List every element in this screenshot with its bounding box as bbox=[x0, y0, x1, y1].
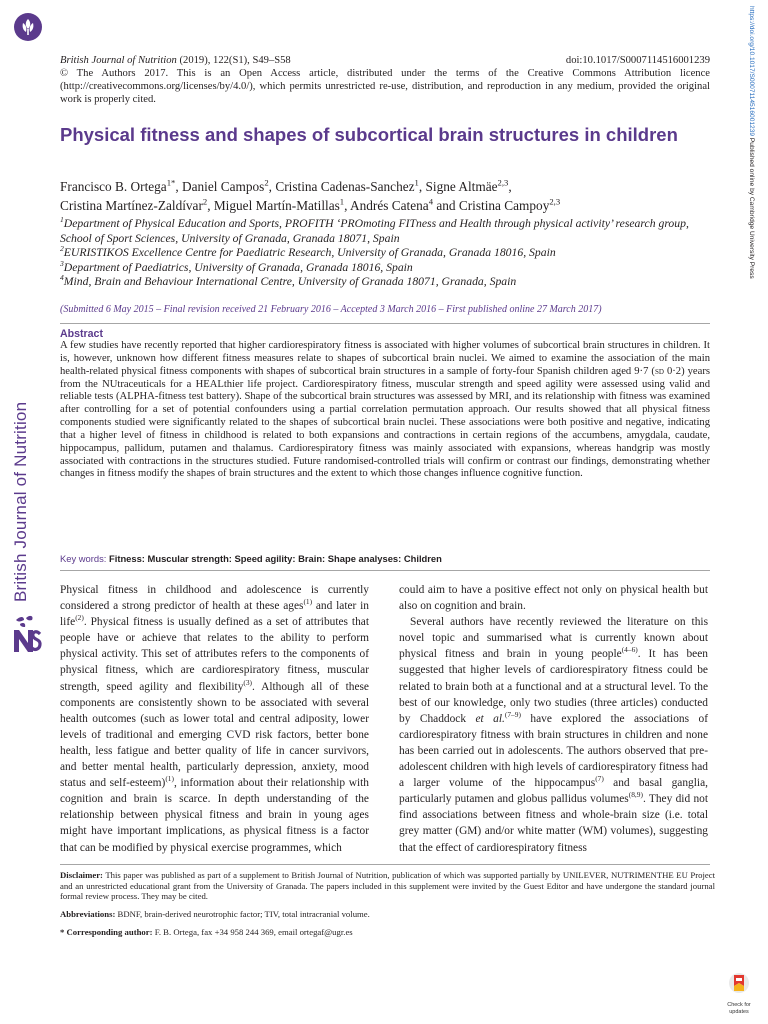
affiliation bbox=[60, 258, 720, 276]
citation-ref: (1) bbox=[303, 597, 313, 607]
badge-line-2: updates bbox=[729, 1009, 749, 1015]
divider bbox=[60, 570, 710, 571]
divider bbox=[60, 323, 710, 324]
author: Daniel Campos bbox=[182, 179, 265, 194]
cite-details: (2019), 122(S1), S49–S58 bbox=[176, 55, 291, 66]
body-paragraph: could aim to have a positive effect not only on physical health but also on cognition and brain. bbox=[399, 584, 708, 613]
side-doi-link[interactable]: https://doi.org/10.1017/S0007114516001239 bbox=[748, 6, 755, 137]
author-affil-mark: 2 bbox=[264, 177, 269, 188]
et-al: et al. bbox=[475, 712, 505, 725]
body-column-right bbox=[399, 582, 708, 856]
side-doi-note bbox=[748, 6, 755, 279]
sd-abbrev: sd bbox=[654, 365, 664, 377]
crossmark-icon bbox=[728, 972, 750, 996]
article-title: Physical fitness and shapes of subcortical brain structures in children bbox=[60, 124, 678, 145]
check-for-updates-badge[interactable] bbox=[718, 972, 760, 1016]
affiliation-number: 1 bbox=[60, 215, 64, 225]
side-journal-title: British Journal of Nutrition bbox=[11, 401, 30, 602]
side-doi-rest: Published online by Cambridge University Press bbox=[748, 136, 755, 279]
citation-ref: (1) bbox=[165, 774, 174, 784]
body-text: Several authors have recently reviewed the literature on this novel topic and summarised what is currently known about physical fitness and brain in young people bbox=[399, 616, 708, 661]
body-text: and basal ganglia, particularly putamen and globus pallidus volumes bbox=[399, 777, 708, 806]
body-text: . Although all of these components are consistently shown to be associated with several health outcomes (such as lower total and central adiposity, lower levels of traditional and emerging CVD risk factors, better bone health, less fatigue and better quality of life in cancer survivors, and better mental health, particularly depression, anxiety, mood status and self-esteem) bbox=[60, 680, 369, 790]
author-affil-mark: 1 bbox=[339, 196, 345, 207]
footnote-text: F. B. Ortega, fax +34 958 244 369, email ortegaf@ugr.es bbox=[152, 927, 353, 937]
keywords-value: Fitness: Muscular strength: Speed agility: Brain: Shape analyses: Children bbox=[108, 553, 442, 564]
body-paragraph bbox=[60, 582, 369, 856]
body-text: have explored the associations of cardiorespiratory fitness with brain structures in children and none has been carried out in adolescents. The authors observed that pre-adolescent children with high levels of cardiorespiratory fitness had a larger volume of the hippocampus bbox=[399, 712, 708, 790]
author: Andrés Catena bbox=[350, 197, 429, 213]
author-affil-mark: 2,3 bbox=[549, 196, 561, 207]
badge-line-1: Check for bbox=[727, 1002, 751, 1008]
abstract-part: 0·2) years from the NUtraceuticals for a HEALthier life project. Cardiorespiratory fitness, muscular strength and speed agility were assessed using valid and reliable tests (ALPHA-fitness test battery). Shape of the subcortical brain structures was assessed by MRI, and its relationship with fitness was examined after controlling for a set of potential confounders using a partial correlation permutation approach. Our results showed that all physical fitness components studied were significantly related to the shapes of subcortical brain nuclei. These associations were both positive and negative, indicating that a higher level of fitness in childhood is related to both expansions and contractions in certain regions of the accumbens, amygdala, caudate, hippocampus, pallidum, putamen and thalamus. Cardiorespiratory fitness was mainly associated with expansions, whereas handgrip was mostly associated with contractions in the structures studied. Future randomised-controlled trials will confirm or contrast our findings, demonstrating whether changes in fitness modify the shapes of brain structures and the extent to which those changes influence cognitive function. bbox=[60, 365, 710, 480]
doi-text: doi:10.1017/S0007114516001239 bbox=[565, 55, 710, 66]
author-list: Francisco B. Ortega$^{1*}$, Daniel Campos$^2$, Cristina Cadenas-Sanchez$^1$, Signe Altmäe$^{2,3}$, Cristina Martínez-Zaldívar$^2$, Miguel Martín-Matillas$^1$, Andrés Catena$^4$ and Cristina Campoy$^{2,3}$ bbox=[60, 177, 561, 213]
body-paragraph bbox=[399, 614, 708, 855]
author-affil-mark: 4 bbox=[428, 196, 433, 207]
author-affil-mark: 2,3 bbox=[497, 177, 509, 188]
keywords-label: Key words: bbox=[60, 553, 107, 564]
footnote-text: This paper was published as part of a supplement to British Journal of Nutrition, publication of which was supported partially by UNILEVER, NUTRIMENTHE EU Project and an unrestricted educational grant from the University of Granada. The papers included in this supplement were invited by the Guest Editor and have undergone the standard journal formal review process. They may be cited. bbox=[60, 870, 715, 902]
footnote-corresponding-author bbox=[60, 927, 715, 938]
author: Miguel Martín-Matillas bbox=[213, 197, 340, 213]
author: Cristina Martínez-Zaldívar bbox=[60, 197, 203, 213]
affiliation-text: Mind, Brain and Behaviour International Centre, University of Granada 18071, Granada, Spain bbox=[63, 275, 517, 289]
body-text: Physical fitness in childhood and adolescence is currently considered a strong predictor of health at these ages bbox=[60, 584, 369, 613]
license-notice: © The Authors 2017. This is an Open Access article, distributed under the terms of the Creative Commons Attribution licence (http://creativecommons.org/licenses/by/4.0/), which permits unrestricted re-use, distribution, and reproduction in any medium, provided the original work is properly cited. bbox=[60, 68, 710, 105]
body-text: and later in life bbox=[60, 600, 369, 629]
citation-ref: (7–9) bbox=[504, 709, 521, 719]
author: Signe Altmäe bbox=[425, 179, 498, 194]
citation-ref: (7) bbox=[595, 774, 604, 784]
affiliation-number: 2 bbox=[60, 244, 64, 254]
cite-journal: British Journal of Nutrition bbox=[60, 55, 177, 66]
author-affil-mark: 1 bbox=[414, 177, 419, 188]
divider bbox=[60, 864, 710, 865]
body-text: . It has been suggested that higher levels of cardiorespiratory fitness could be related to brain both at a functional and at a structural level. To the best of our knowledge, only two studies (three articles) conducted by Chaddock bbox=[399, 648, 708, 725]
affiliation-text: EURISTIKOS Excellence Centre for Paediatric Research, University of Granada, Granada 18016, Spain bbox=[63, 246, 556, 260]
author: Cristina Cadenas-Sanchez bbox=[275, 179, 415, 194]
footnote-label: Abbreviations: bbox=[60, 909, 116, 919]
footnote-label: Disclaimer: bbox=[60, 870, 103, 880]
citation-ref: (8,9) bbox=[628, 790, 643, 800]
affiliation-text: Department of Physical Education and Sports, PROFITH ‘PROmoting FITness and Health through physical activity’ research group, School of Sport Sciences, University of Granada, Granada 18071, Spain bbox=[60, 217, 689, 245]
footnote-abbreviations bbox=[60, 909, 715, 920]
nutrition-society-leaf-icon bbox=[14, 13, 42, 41]
corresponding-mark: * bbox=[171, 177, 176, 188]
body-text: . They did not find associations between fitness and whole-brain size (i.e. total grey matter (GM) and/or white matter (WM) volumes), suggesting that the effect of cardiorespiratory fitness bbox=[399, 793, 709, 854]
author-affil-mark: 2 bbox=[202, 196, 208, 207]
affiliations bbox=[60, 217, 720, 290]
author: Francisco B. Ortega bbox=[60, 179, 167, 194]
citation-ref: (4–6) bbox=[621, 645, 638, 655]
author-affil-mark: 1 bbox=[166, 177, 172, 188]
body-column-left bbox=[60, 582, 369, 856]
footnote-disclaimer bbox=[60, 870, 715, 902]
author: Cristina Campoy bbox=[458, 197, 550, 213]
submission-dates: (Submitted 6 May 2015 – Final revision received 21 February 2016 – Accepted 3 March 2016 – First published online 27 March 2017) bbox=[60, 304, 602, 315]
footnote-label: * Corresponding author: bbox=[60, 927, 153, 937]
abstract-text bbox=[60, 340, 710, 481]
affiliation-number: 4 bbox=[60, 273, 64, 283]
body-text: , information about their relationship with cognition and brain is scarce. In depth understanding of the relationship between physical fitness and brain in young ages might have important implications, as physical fitness is a factor that can be modified by physical exercise programmes, which bbox=[60, 777, 369, 854]
affiliation-number: 3 bbox=[60, 258, 64, 268]
citation-ref: (3) bbox=[243, 677, 253, 687]
affiliation bbox=[60, 217, 720, 246]
ns-monogram-icon bbox=[10, 614, 42, 656]
citation-line bbox=[60, 54, 710, 67]
citation-ref: (2) bbox=[75, 613, 84, 623]
abstract-heading: Abstract bbox=[60, 328, 103, 340]
affiliation bbox=[60, 246, 720, 261]
footnote-text: BDNF, brain-derived neurotrophic factor; TIV, total intracranial volume. bbox=[115, 909, 370, 919]
keywords bbox=[60, 553, 720, 564]
abstract-part: A few studies have recently reported that higher cardiorespiratory fitness is associated with higher volumes of subcortical brain structures in children. It is, however, unknown how different fitness measures relate to shapes of subcortical brain nuclei. We aimed to examine the association of the main health-related physical fitness components with shapes of subcortical brain structures in a sample of forty-four Spanish children aged 9·7 ( bbox=[60, 340, 710, 377]
and-word: and bbox=[436, 197, 456, 213]
body-text: . Physical fitness is usually defined as a set of attributes that people have or achieve that relates to the ability to perform physical activity. This set of attributes refers to the components of physical fitness, which are cardiorespiratory fitness, muscular strength, speed agility and flexibility bbox=[60, 616, 369, 693]
affiliation-text: Department of Paediatrics, University of Granada, Granada 18016, Spain bbox=[63, 260, 413, 274]
affiliation bbox=[60, 275, 720, 290]
